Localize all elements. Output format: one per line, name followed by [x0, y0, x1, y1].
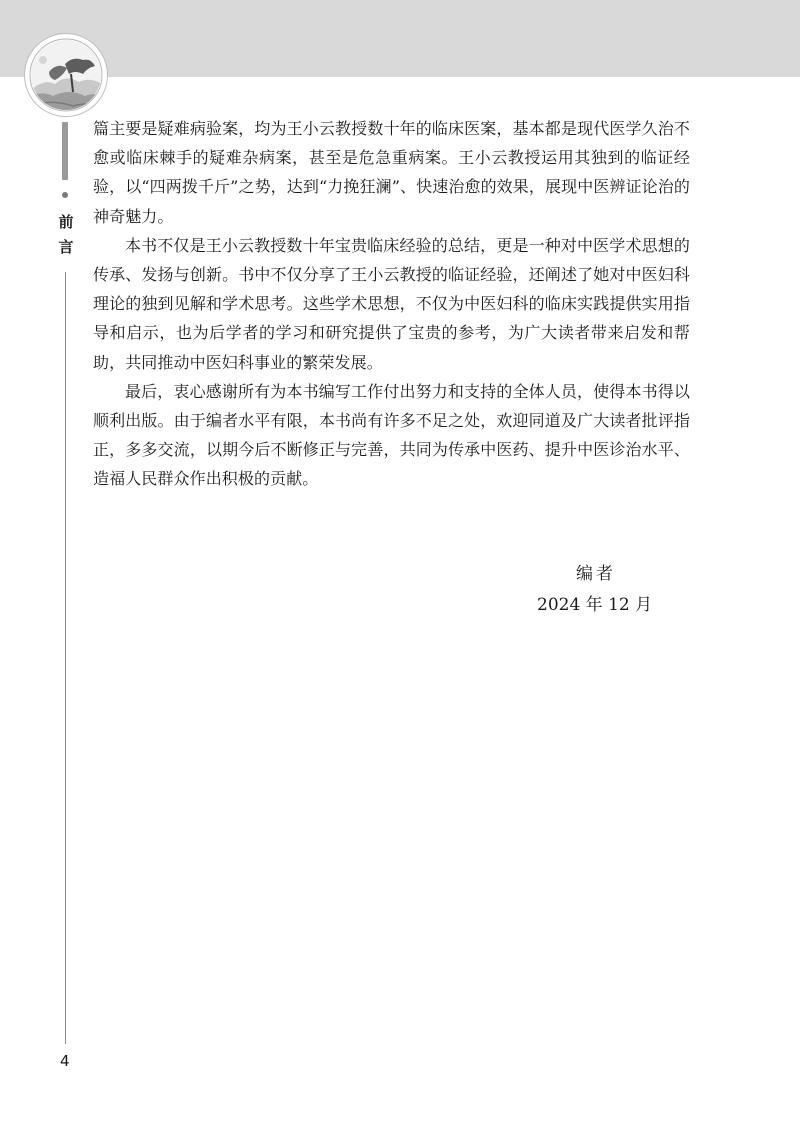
header-band	[0, 0, 800, 77]
paragraph-2: 本书不仅是王小云教授数十年宝贵临床经验的总结，更是一种对中医学术思想的传承、发扬与创新。书中不仅分享了王小云教授的临证经验，还阐述了她对中医妇科理论的独到见解和学术思考。这些学术思想，不仅为中医妇科的临床实践提供实用指导和启示，也为后学者的学习和研究提供了宝贵的参考，为广大读者带来启发和帮助，共同推动中医妇科事业的繁荣发展。	[93, 235, 690, 372]
page-number: 4	[60, 1052, 70, 1070]
signature-author: 编者	[576, 564, 616, 584]
preface-body	[93, 114, 690, 494]
landscape-emblem	[25, 34, 107, 116]
paragraph-3: 最后，衷心感谢所有为本书编写工作付出努力和支持的全体人员，使得本书得以顺利出版。由于编者水平有限，本书尚有许多不足之处，欢迎同道及广大读者批评指正，多多交流，以期今后不断修正与完善，共同为传承中医药、提升中医诊治水平、造福人民群众作出积极的贡献。	[93, 381, 690, 489]
sidebar-dot	[62, 192, 68, 198]
section-title: 前言	[58, 213, 74, 256]
sidebar-rule	[65, 272, 66, 1044]
paragraph-1: 篇主要是疑难病验案，均为王小云教授数十年的临床医案，基本都是现代医学久治不愈或临床棘手的疑难杂病案，甚至是危急重病案。王小云教授运用其独到的临证经验，以“四两拨千斤”之势，达到“力挽狂澜”、快速治愈的效果，展现中医辨证论治的神奇魅力。	[93, 119, 690, 226]
landscape-painting-icon	[25, 34, 107, 116]
sidebar-accent-bar	[62, 122, 68, 180]
signature-date: 2024 年 12 月	[537, 595, 653, 615]
